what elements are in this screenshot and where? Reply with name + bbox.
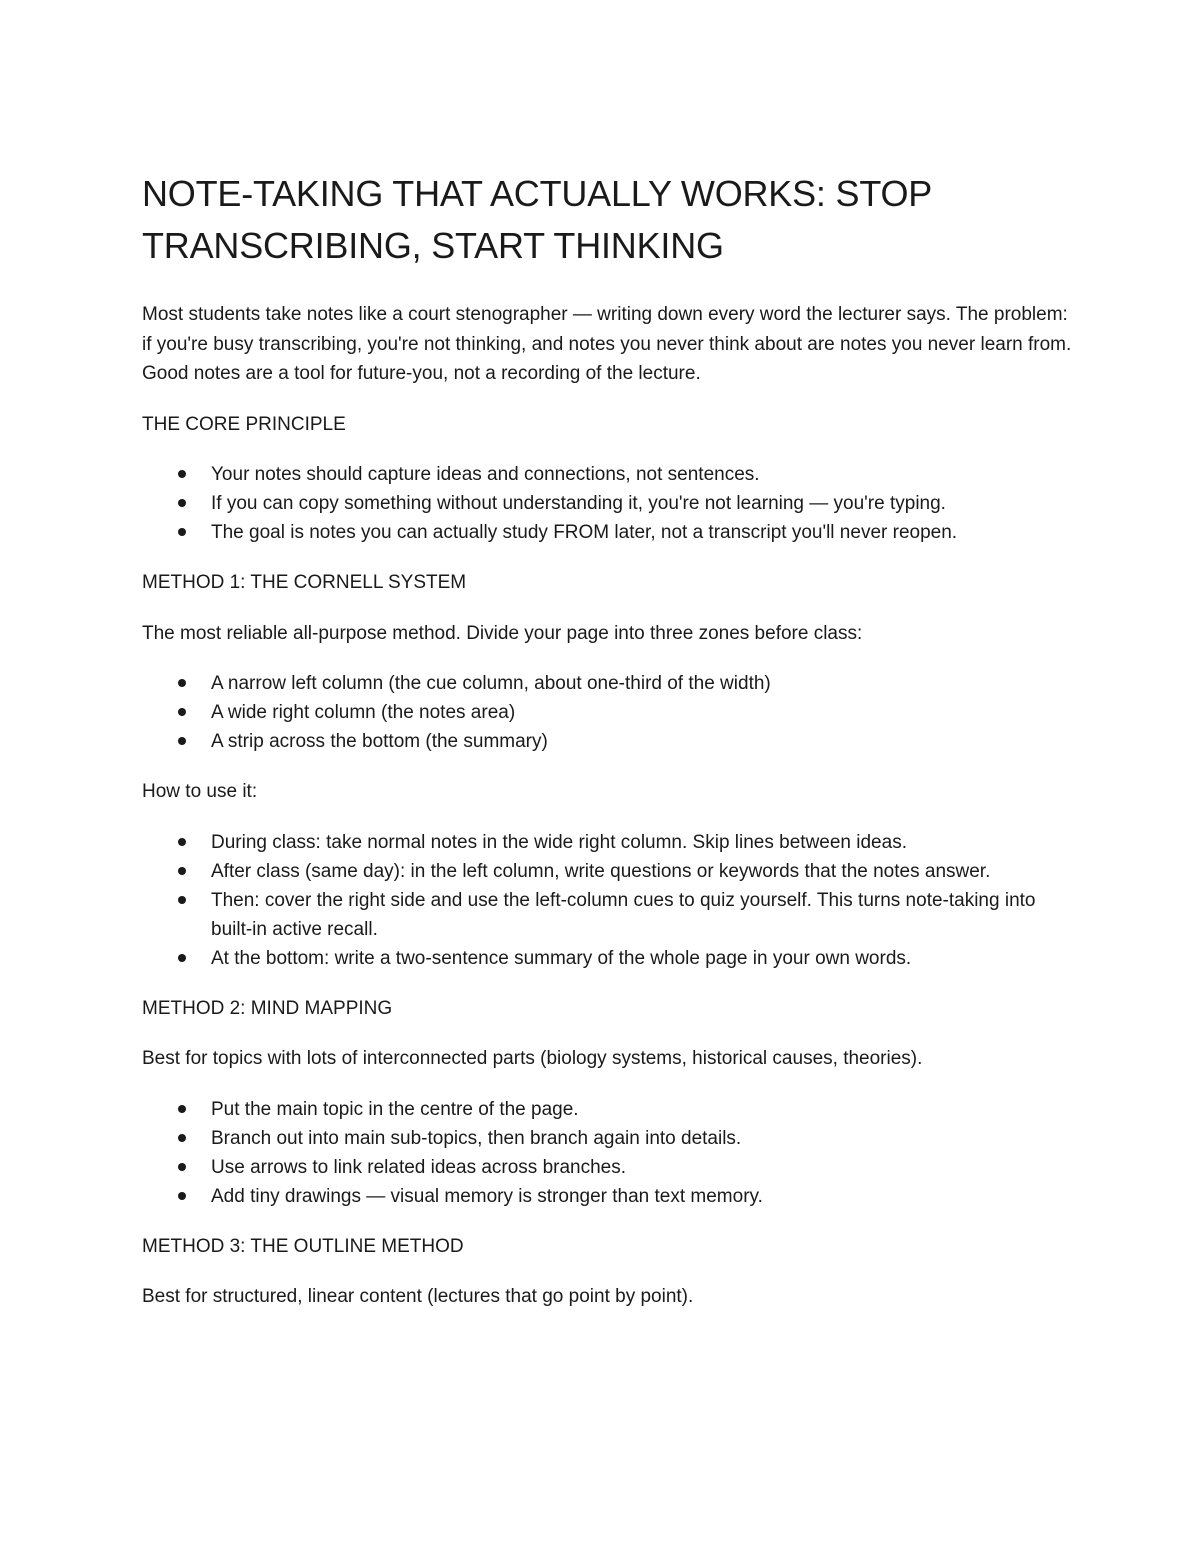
list-item-text: Then: cover the right side and use the left-column cues to quiz yourself. This turns note-taking into built-in active recall. (211, 889, 1036, 940)
bullet-icon (178, 708, 186, 716)
list-item-text: The goal is notes you can actually study FROM later, not a transcript you'll never reopen. (211, 522, 958, 543)
list-item (142, 489, 1072, 518)
method-2-intro: Best for topics with lots of interconnected parts (biology systems, historical causes, theories). (142, 1048, 923, 1069)
list-item (142, 698, 1072, 727)
list-item-text: Put the main topic in the centre of the page. (211, 1098, 579, 1120)
bullet-icon (178, 954, 186, 962)
bullet-icon (178, 1192, 186, 1200)
bullet-icon (178, 1134, 186, 1142)
section-heading-method-3: METHOD 3: THE OUTLINE METHOD (142, 1235, 464, 1257)
bullet-icon (178, 499, 186, 507)
bullet-icon (178, 470, 186, 478)
core-principle-list (142, 460, 1072, 547)
list-item-text: A wide right column (the notes area) (211, 702, 516, 723)
list-item (142, 1124, 1072, 1153)
bullet-icon (178, 528, 186, 536)
intro-paragraph: Most students take notes like a court stenographer — writing down every word the lecturer says. The problem: if you're busy transcribing, you're not thinking, and notes you never think about are notes you never learn from. Good notes are a tool for future-you, not a recording of the lecture. (142, 304, 1072, 384)
list-item (142, 727, 1072, 756)
list-item-text: At the bottom: write a two-sentence summary of the whole page in your own words. (211, 947, 912, 969)
list-item-text: If you can copy something without understanding it, you're not learning — you're typing. (211, 493, 946, 514)
bullet-icon (178, 737, 186, 745)
list-item-text: A strip across the bottom (the summary) (211, 731, 548, 752)
bullet-icon (178, 896, 186, 904)
list-item-text: During class: take normal notes in the wide right column. Skip lines between ideas. (211, 831, 907, 853)
bullet-icon (178, 1163, 186, 1171)
list-item (142, 828, 1072, 857)
list-item (142, 1095, 1072, 1124)
list-item (142, 1182, 1072, 1211)
method-1-how-to-label: How to use it: (142, 781, 258, 802)
list-item (142, 857, 1072, 886)
method-1-zones-list (142, 669, 1072, 756)
bullet-icon (178, 838, 186, 846)
method-3-intro: Best for structured, linear content (lectures that go point by point). (142, 1286, 694, 1307)
section-heading-method-2: METHOD 2: MIND MAPPING (142, 997, 393, 1019)
method-2-list (142, 1095, 1072, 1211)
section-heading-method-1: METHOD 1: THE CORNELL SYSTEM (142, 572, 467, 593)
list-item-text: A narrow left column (the cue column, about one-third of the width) (211, 673, 771, 694)
bullet-icon (178, 679, 186, 687)
list-item-text: Branch out into main sub-topics, then branch again into details. (211, 1127, 742, 1149)
bullet-icon (178, 1105, 186, 1113)
list-item (142, 944, 1072, 973)
list-item (142, 886, 1072, 944)
bullet-icon (178, 867, 186, 875)
list-item (142, 518, 1072, 547)
list-item-text: Your notes should capture ideas and connections, not sentences. (211, 464, 760, 485)
list-item (142, 669, 1072, 698)
list-item-text: Use arrows to link related ideas across branches. (211, 1156, 627, 1178)
list-item (142, 460, 1072, 489)
list-item (142, 1153, 1072, 1182)
method-1-intro: The most reliable all-purpose method. Divide your page into three zones before class: (142, 622, 863, 644)
document-title: NOTE-TAKING THAT ACTUALLY WORKS: STOP TRANSCRIBING, START THINKING (142, 173, 932, 266)
method-1-steps-list (142, 828, 1072, 973)
list-item-text: Add tiny drawings — visual memory is stronger than text memory. (211, 1185, 763, 1207)
document-page (142, 168, 1072, 1333)
list-item-text: After class (same day): in the left column, write questions or keywords that the notes answer. (211, 860, 991, 882)
section-heading-core-principle: THE CORE PRINCIPLE (142, 413, 346, 435)
